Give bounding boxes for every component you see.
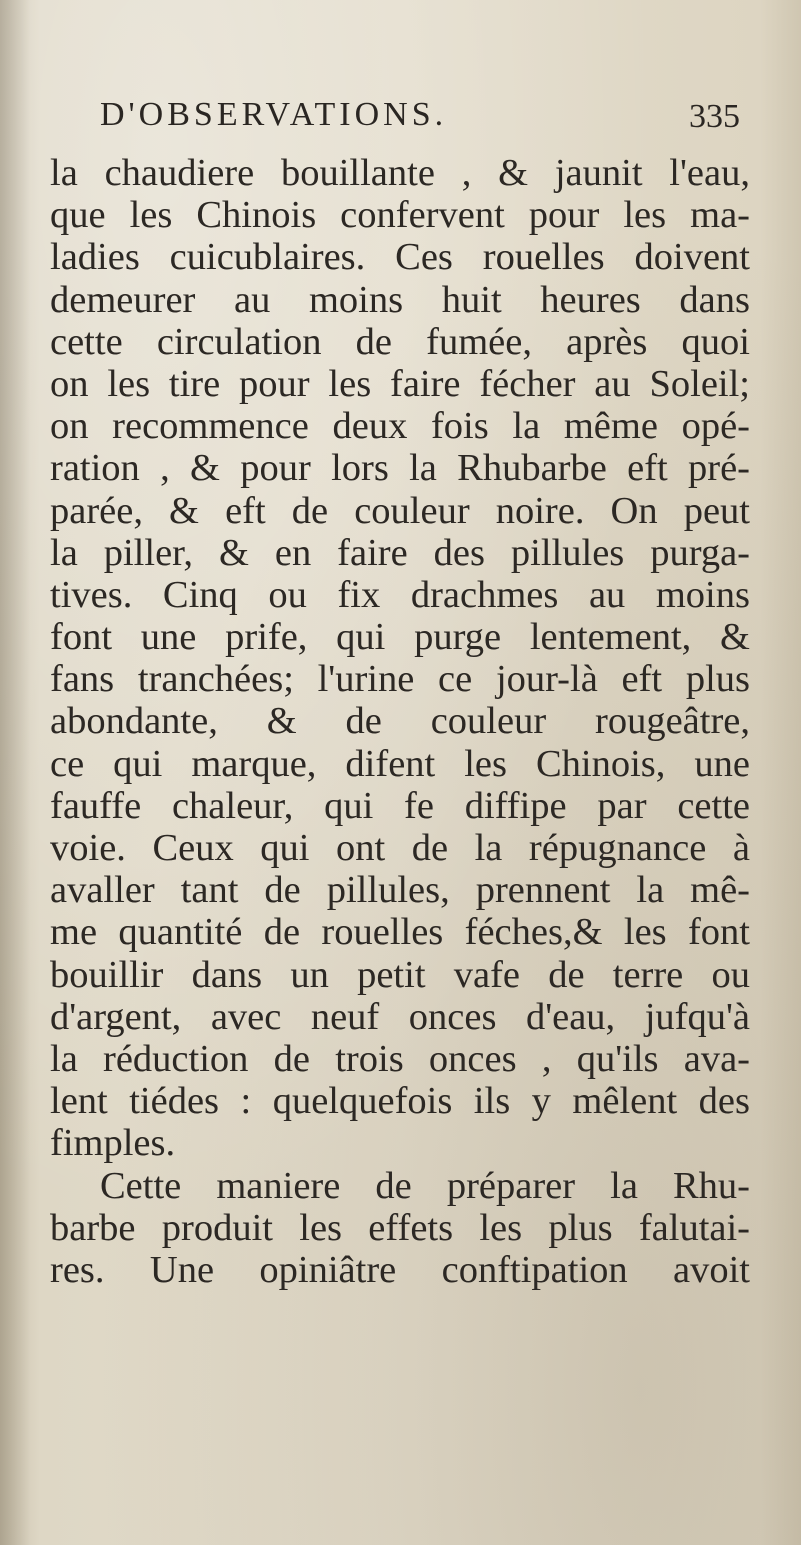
text-line: abondante, & de couleur rougeâtre, [50,700,750,743]
text-line: me quantité de rouelles féches,& les font [50,911,750,954]
text-line: ladies cuicublaires. Ces rouelles doivent [50,236,750,279]
text-line: on les tire pour les faire fécher au Soleil; [50,362,750,405]
text-line: d'argent, avec neuf onces d'eau, jufqu'à [50,995,750,1038]
text-line: demeurer au moins huit heures dans [50,278,750,321]
text-line: res. Une opiniâtre conftipation avoit [50,1248,750,1291]
text-line: avaller tant de pillules, prennent la mê- [50,869,750,912]
text-line: la réduction de trois onces , qu'ils ava- [50,1037,750,1080]
running-header [100,96,740,148]
text-line: la chaudiere bouillante , & jaunit l'eau, [50,152,750,194]
text-line: fans tranchées; l'urine ce jour-là eft plus [50,658,750,701]
text-line: fauffe chaleur, qui fe diffipe par cette [50,784,750,827]
text-line: cette circulation de fumée, après quoi [50,320,750,363]
text-line: ration , & pour lors la Rhubarbe eft pré- [50,447,750,490]
running-title: D'OBSERVATIONS. [100,96,448,133]
text-line: lent tiédes : quelquefois ils y mêlent des [50,1080,750,1123]
page-gutter-shadow [0,0,30,1545]
body-text [50,152,750,1291]
text-line: on recommence deux fois la même opé- [50,405,750,448]
text-line: parée, & eft de couleur noire. On peut [50,489,750,532]
text-line: font une prife, qui purge lentement, & [50,616,750,659]
text-line: bouillir dans un petit vafe de terre ou [50,953,750,996]
page-number: 335 [689,98,740,135]
text-line: que les Chinois confervent pour les ma- [50,194,750,237]
paragraph-start-line: Cette maniere de préparer la Rhu- [100,1164,750,1207]
text-line: tives. Cinq ou fix drachmes au moins [50,573,750,616]
paragraph-end-line: fimples. [50,1122,176,1165]
text-line: barbe produit les effets les plus falutai- [50,1206,750,1249]
text-line: la piller, & en faire des pillules purga- [50,531,750,574]
text-line: ce qui marque, difent les Chinois, une [50,742,750,785]
text-line: voie. Ceux qui ont de la répugnance à [50,827,750,869]
